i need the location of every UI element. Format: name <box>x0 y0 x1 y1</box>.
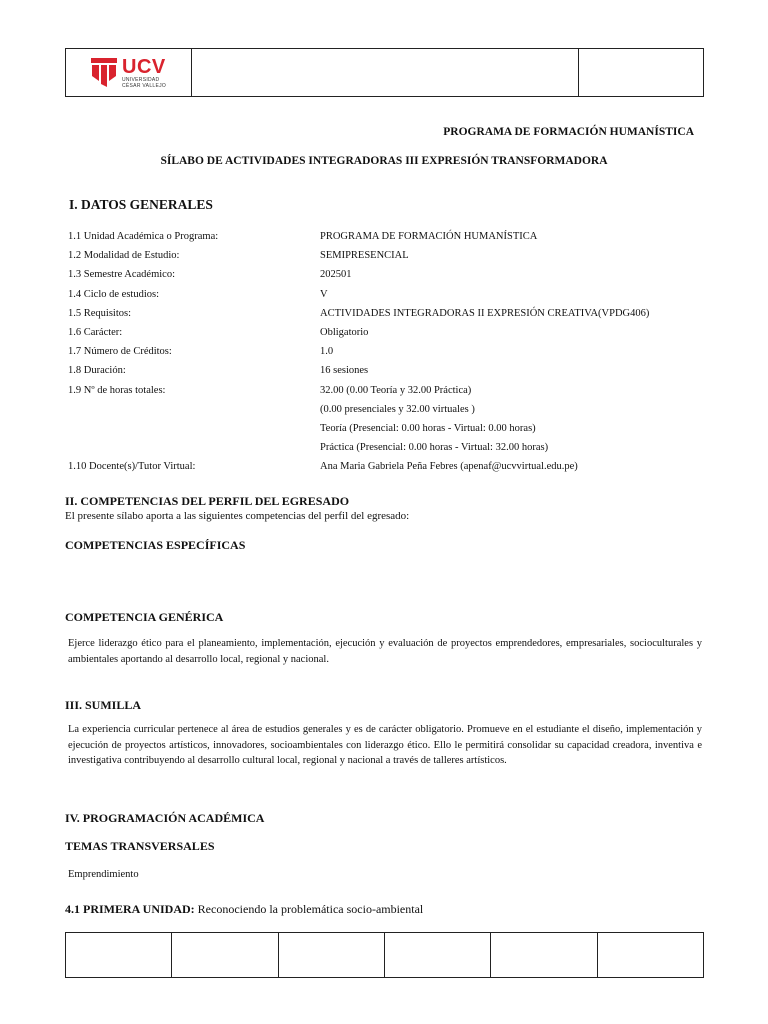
datos-row-label: 1.2 Modalidad de Estudio: <box>68 250 180 262</box>
datos-row-label: 1.8 Duración: <box>68 365 126 377</box>
header-logo-cell <box>66 49 192 96</box>
ucv-shield-icon <box>90 57 118 89</box>
datos-row-label: 1.9 Nº de horas totales: <box>68 384 166 396</box>
unit-table-cell <box>491 933 597 977</box>
datos-row-value: V <box>320 288 328 300</box>
datos-row-label: 1.1 Unidad Académica o Programa: <box>68 231 219 242</box>
competencias-heading: II. COMPETENCIAS DEL PERFIL DEL EGRESADO <box>65 494 350 508</box>
competencia-generica-heading: COMPETENCIA GENÉRICA <box>65 610 224 624</box>
sumilla-heading: III. SUMILLA <box>65 698 142 712</box>
datos-row-value: 1.0 <box>320 346 334 358</box>
unit-table-cell <box>279 933 385 977</box>
competencia-generica-text: Ejerce liderazgo ético para el planeamiento, implementación, ejecución y evaluación de proyectos emprendedores, empresariales, socioculturales y ambientales aportando al desarrollo local, regional y nacional. <box>68 638 702 665</box>
datos-row-value: Práctica (Presencial: 0.00 horas - Virtual: 32.00 horas) <box>320 442 549 454</box>
programacion-heading: IV. PROGRAMACIÓN ACADÉMICA <box>65 811 265 825</box>
header-middle-cell <box>192 49 579 96</box>
datos-row-value: Teoría (Presencial: 0.00 horas - Virtual: 0.00 horas) <box>320 423 536 434</box>
unit-title: Reconociendo la problemática socio-ambiental <box>197 902 424 916</box>
datos-row-label: 1.4 Ciclo de estudios: <box>68 288 159 300</box>
datos-row-value: 32.00 (0.00 Teoría y 32.00 Práctica) <box>320 384 472 396</box>
competencias-especificas-heading: COMPETENCIAS ESPECÍFICAS <box>65 538 246 552</box>
ucv-logo <box>90 57 166 89</box>
logo-line1: UNIVERSIDAD <box>122 77 160 83</box>
unit-table-cell <box>66 933 172 977</box>
datos-row-value: 202501 <box>320 269 352 281</box>
datos-row-label: 1.6 Carácter: <box>68 327 123 338</box>
tema-transversal: Emprendimiento <box>68 869 139 880</box>
temas-transversales-heading: TEMAS TRANSVERSALES <box>65 839 215 853</box>
datos-row-value: (0.00 presenciales y 32.00 virtuales ) <box>320 403 475 415</box>
unit-table <box>65 932 704 978</box>
datos-row-value: Ana Maria Gabriela Peña Febres (apenaf@ucvvirtual.edu.pe) <box>320 461 578 473</box>
unit-label: 4.1 PRIMERA UNIDAD: <box>65 902 195 916</box>
syllabus-title: SÍLABO DE ACTIVIDADES INTEGRADORAS III EXPRESIÓN TRANSFORMADORA <box>160 155 608 167</box>
unit-table-cell <box>598 933 703 977</box>
datos-row-label: 1.3 Semestre Académico: <box>68 269 176 281</box>
header-right-cell <box>579 49 703 96</box>
competencias-intro: El presente sílabo aporta a las siguientes competencias del perfil del egresado: <box>65 510 410 522</box>
logo-line2: CÉSAR VALLEJO <box>122 83 167 89</box>
datos-row-label: 1.7 Número de Créditos: <box>68 346 172 358</box>
datos-row-value: Obligatorio <box>320 327 369 338</box>
header-table <box>65 48 704 97</box>
unit-table-cell <box>172 933 278 977</box>
sumilla-text: La experiencia curricular pertenece al área de estudios generales y es de carácter obligatorio. Promueve en el estudiante el diseño, implementación y ejecución de proyectos artísticos, innovadores, socioambientales con liderazgo ético. Ello le permitirá consolidar su capacidad creadora, inventiva e investigativa contribuyendo al desarrollo cultural local, regional y nacional a través de talleres artísticos. <box>68 724 702 766</box>
unit-table-cell <box>385 933 491 977</box>
datos-generales-heading: I. DATOS GENERALES <box>69 197 213 212</box>
logo-brand: UCV <box>122 56 166 78</box>
logo-wordmark <box>122 57 166 89</box>
datos-row-label: 1.5 Requisitos: <box>68 307 132 319</box>
datos-row-value: 16 sesiones <box>320 365 369 377</box>
datos-row-value: ACTIVIDADES INTEGRADORAS II EXPRESIÓN CREATIVA(VPDG406) <box>320 307 650 319</box>
unit-heading <box>65 902 423 917</box>
datos-row-value: PROGRAMA DE FORMACIÓN HUMANÍSTICA <box>320 231 538 242</box>
datos-row-label: 1.10 Docente(s)/Tutor Virtual: <box>68 461 196 473</box>
program-title: PROGRAMA DE FORMACIÓN HUMANÍSTICA <box>443 126 694 138</box>
datos-row-value: SEMIPRESENCIAL <box>320 250 409 262</box>
